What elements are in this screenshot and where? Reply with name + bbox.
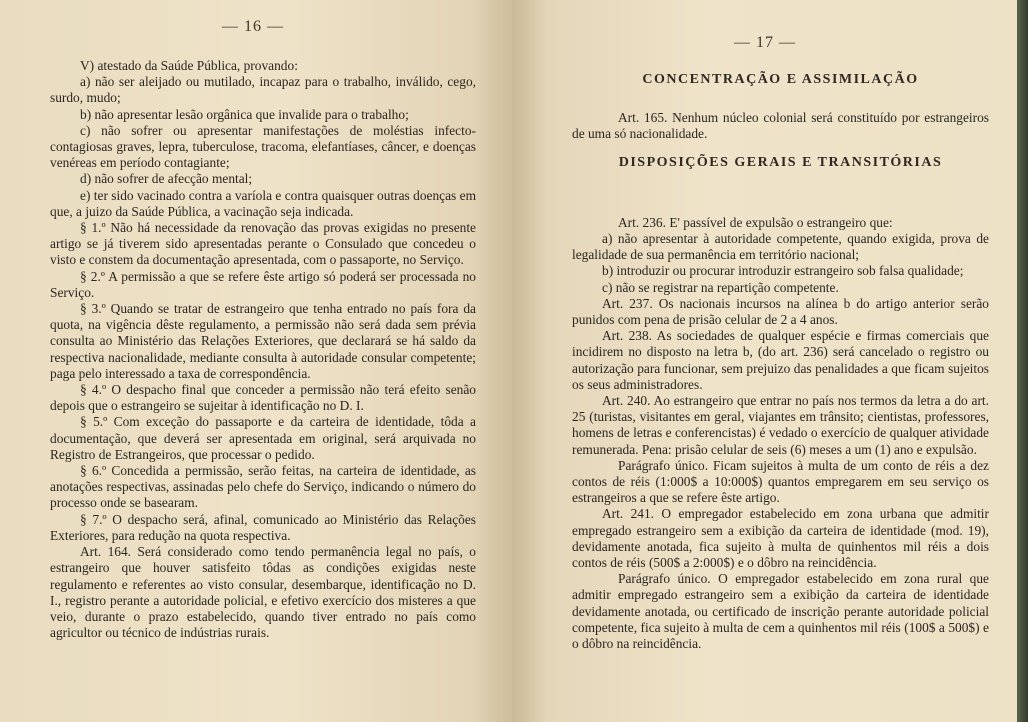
paragraph-section-2: § 2.º A permissão a que se refere êste artigo só poderá ser processada no Serviço.: [50, 268, 476, 300]
paragraph-art-240: Art. 240. Ao estrangeiro que entrar no país nos termos da letra a do art. 25 (turistas, visitantes em geral, viajantes em trânsito; cientistas, professores, homens de letras e conferencistas) é vedado o exercício de qualquer atividade remunerada. Pena: prisão celular de seis (6) meses a um (1) ano e expulsão.: [572, 393, 989, 457]
paragraph-art-240-unico: Parágrafo único. Ficam sujeitos à multa de um conto de réis a dez contos de réis (1:000$ a 10:000$) quantos empregarem em seu serviço os estrangeiros a que se refere êste artigo.: [572, 457, 989, 506]
paragraph-art-164: Art. 164. Será considerado como tendo permanência legal no país, o estrangeiro que houver satisfeito tôdas as condições exigidas neste regulamento e referentes ao visto consular, desembarque, identificação no D. I., registro perante a autoridade policial, e efetivo exercício dos misteres a que veio, durante o prazo estabelecido, quando tiver entrado no país como agricultor ou técnico de indústrias rurais.: [50, 544, 476, 641]
paragraph-art-236-c: c) não se registrar na repartição competente.: [602, 279, 839, 295]
paragraph-section-1: § 1.º Não há necessidade da renovação das provas exigidas no presente artigo se já tiverem sido apresentadas perante o Consulado que concedeu o visto e constem da documentação apresentada, com o passaporte, no Serviço.: [50, 220, 476, 268]
section-heading-concentracao: CONCENTRAÇÃO E ASSIMILAÇÃO: [642, 72, 919, 87]
paragraph-section-4: § 4.º O despacho final que conceder a permissão não terá efeito senão depois que o estrangeiro se sujeitar à identificação no D. I.: [50, 382, 476, 414]
left-page-text: [50, 58, 476, 641]
paragraph-art-237: Art. 237. Os nacionais incursos na alínea b do artigo anterior serão punidos com pena de prisão celular de 2 a 4 anos.: [572, 295, 989, 328]
paragraph-art-236-b: b) introduzir ou procurar introduzir estrangeiro sob falsa qualidade;: [602, 263, 964, 279]
paragraph-item-a: a) não ser aleijado ou mutilado, incapaz para o trabalho, inválido, cego, surdo, mudo;: [50, 74, 476, 106]
paragraph-art-241-unico: Parágrafo único. O empregador estabelecido em zona rural que admitir empregado estrangeiro sem a exibição da carteira de identidade devidamente anotada, ou certificado de inscrição perante autoridade policial competente, fica sujeito à multa de cem a quinhentos mil réis (100$ a 500$) e o dôbro na reincidência.: [572, 571, 989, 652]
right-page: [512, 0, 1017, 722]
left-page: [0, 0, 512, 722]
book-cover-edge: [1017, 0, 1028, 722]
page-number-right: — 17 —: [734, 34, 796, 51]
paragraph-art-238: Art. 238. As sociedades de qualquer espécie e firmas comerciais que incidirem no disposto na letra b, (do art. 236) será cancelado o registro ou autorização para funcionar, sem prejuizo das penalidades a que ficam sujeitos os seus administradores.: [572, 328, 989, 392]
paragraph-item-e: e) ter sido vacinado contra a varíola e contra quaisquer outras doenças em que, a juizo da Saúde Pública, a vacinação seja indicada.: [50, 187, 476, 219]
paragraph-art-165: Art. 165. Nenhum núcleo colonial será constituído por estrangeiros de uma só nacionalidade.: [572, 110, 989, 142]
paragraph-item-b: b) não apresentar lesão orgânica que invalide para o trabalho;: [80, 106, 409, 122]
paragraph-art-236-a: a) não apresentar à autoridade competente, quando exigida, prova de legalidade de sua permanência em território nacional;: [572, 231, 989, 263]
right-page-text: [572, 72, 989, 652]
paragraph-section-6: § 6.º Concedida a permissão, serão feitas, na carteira de identidade, as anotações respectivas, assinadas pelo chefe do Serviço, indicando o número do processo onde se basearam.: [50, 463, 476, 511]
paragraph-section-3: § 3.º Quando se tratar de estrangeiro que tenha entrado no país fora da quota, na vigência dêste regulamento, a permissão não será dada sem prévia consulta ao Ministério das Relações Exteriores, que declarará se há saldo da respectiva nacionalidade, mediante consulta à autoridade consular competente; paga pelo interessado a taxa de correspondência.: [50, 301, 476, 381]
paragraph-item-d: d) não sofrer de afecção mental;: [80, 171, 253, 187]
paragraph-art-241: Art. 241. O empregador estabelecido em zona urbana que admitir empregado estrangeiro sem a exibição da carteira de identidade (mod. 19), devidamente anotada, fica sujeito à multa de quinhentos mil réis a dois contos de réis (500$ a 2:000$) e o dôbro na reincidência.: [572, 506, 989, 571]
paragraph-item-c: c) não sofrer ou apresentar manifestações de moléstias infecto-contagiosas graves, lepra, tuberculose, tracoma, elefantíases, câncer, e doenças venéreas em período contagiante;: [50, 122, 476, 171]
page-number-left: — 16 —: [222, 18, 284, 35]
paragraph-section-5: § 5.º Com exceção do passaporte e da carteira de identidade, tôda a documentação, que deverá ser apresentada em original, será arquivada no Registro de Estrangeiros, que processar o pedido.: [50, 414, 476, 462]
section-heading-disposicoes: DISPOSIÇÕES GERAIS E TRANSITÓRIAS: [618, 154, 943, 170]
paragraph-art-236: Art. 236. E' passível de expulsão o estrangeiro que:: [618, 214, 893, 230]
paragraph-section-7: § 7.º O despacho será, afinal, comunicado ao Ministério das Relações Exteriores, para redução na quota respectiva.: [50, 511, 476, 543]
paragraph-attestation: V) atestado da Saúde Pública, provando:: [80, 58, 298, 73]
